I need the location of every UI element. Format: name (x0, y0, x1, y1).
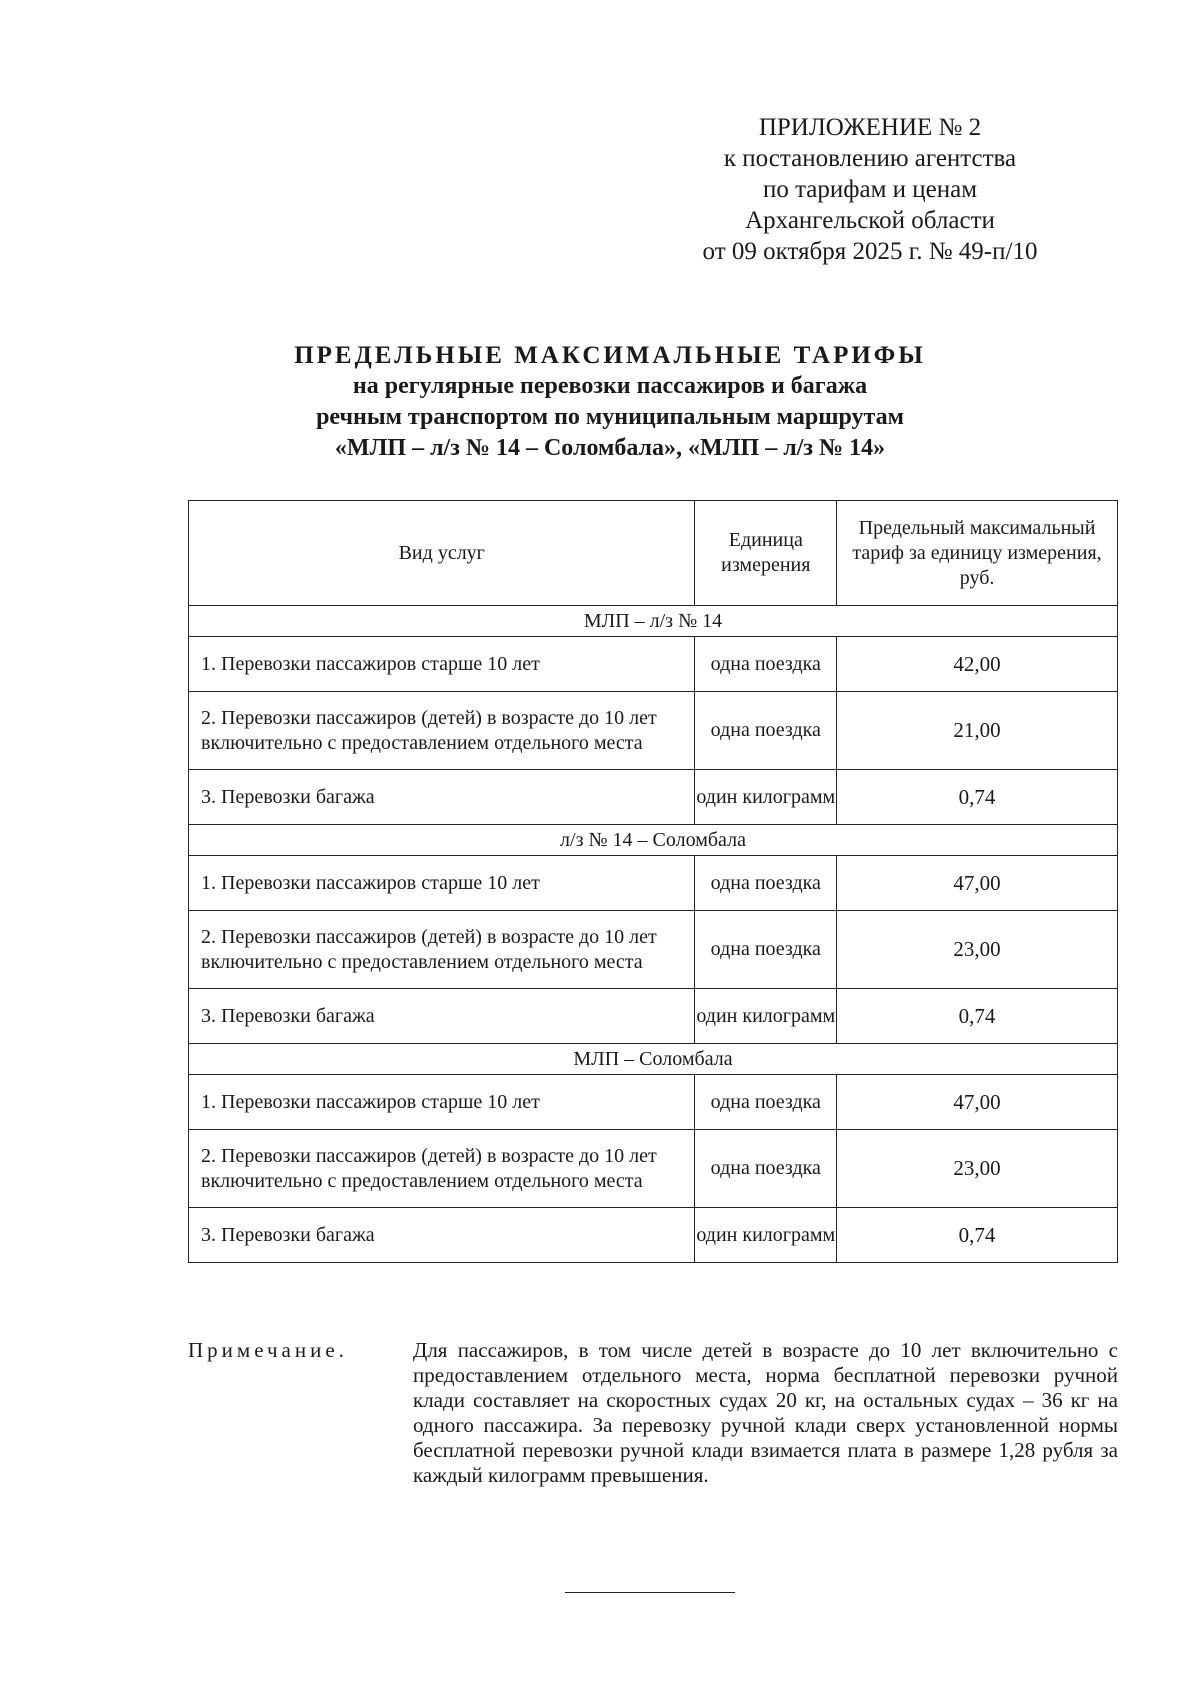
section-title: МЛП – л/з № 14 (189, 606, 1118, 637)
price-cell: 0,74 (837, 770, 1118, 825)
note-label: Примечание. (188, 1338, 348, 1362)
appendix-line-2: к постановлению агентства (723, 145, 1017, 172)
tariffs-table (188, 500, 1118, 1263)
table-row (189, 637, 1118, 692)
note-text: Для пассажиров, в том числе детей в возрасте до 10 лет включительно с предоставлением отдельного места, норма бесплатной перевозки ручной клади составляет на скоростных судах 20 кг, на остальных судах – 36 кг на одного пассажира. За перевозку ручной клади сверх установленной нормы бесплатной перевозки ручной клади взимается плата в размере 1,28 рубля за каждый килограмм превышения. (413, 1338, 1118, 1487)
unit-cell: одна поездка (695, 1075, 837, 1130)
unit-cell: один килограмм (695, 989, 837, 1044)
price-cell: 21,00 (837, 692, 1118, 770)
price-cell: 0,74 (837, 1208, 1118, 1263)
service-cell: 3. Перевозки багажа (189, 989, 695, 1044)
table-row (189, 1075, 1118, 1130)
unit-cell: один килограмм (695, 770, 837, 825)
table-row (189, 692, 1118, 770)
table-row (189, 989, 1118, 1044)
appendix-number: ПРИЛОЖЕНИЕ № 2 (758, 114, 982, 141)
price-cell: 23,00 (837, 1130, 1118, 1208)
section-row (189, 825, 1118, 856)
title-line-2: на регулярные перевозки пассажиров и багажа (352, 373, 868, 399)
table-row (189, 1208, 1118, 1263)
header-service: Вид услуг (189, 501, 695, 606)
section-title: МЛП – Соломбала (189, 1044, 1118, 1075)
unit-cell: одна поездка (695, 856, 837, 911)
unit-cell: одна поездка (695, 637, 837, 692)
price-cell: 42,00 (837, 637, 1118, 692)
table-row (189, 856, 1118, 911)
appendix-line-4: Архангельской области (745, 207, 995, 234)
service-cell: 1. Перевозки пассажиров старше 10 лет (189, 1075, 695, 1130)
appendix-header (660, 112, 1080, 267)
appendix-line-3: по тарифам и ценам (762, 176, 978, 203)
price-cell: 0,74 (837, 989, 1118, 1044)
header-tariff: Предельный максимальный тариф за единицу измерения, руб. (837, 501, 1118, 606)
price-cell: 47,00 (837, 856, 1118, 911)
appendix-date-number: от 09 октября 2025 г. № 49-п/10 (702, 238, 1038, 265)
service-cell: 1. Перевозки пассажиров старше 10 лет (189, 637, 695, 692)
title-line-3: речным транспортом по муниципальным маршрутам (316, 404, 904, 430)
service-cell: 1. Перевозки пассажиров старше 10 лет (189, 856, 695, 911)
unit-cell: одна поездка (695, 1130, 837, 1208)
service-cell: 2. Перевозки пассажиров (детей) в возрасте до 10 лет включительно с предоставлением отдельного места (189, 1130, 695, 1208)
unit-cell: одна поездка (695, 692, 837, 770)
table-header-row (189, 501, 1118, 606)
unit-cell: одна поездка (695, 911, 837, 989)
table-row (189, 911, 1118, 989)
service-cell: 3. Перевозки багажа (189, 1208, 695, 1263)
title-main: ПРЕДЕЛЬНЫЕ МАКСИМАЛЬНЫЕ ТАРИФЫ (294, 342, 926, 369)
service-cell: 2. Перевозки пассажиров (детей) в возрасте до 10 лет включительно с предоставлением отдельного места (189, 911, 695, 989)
section-title: л/з № 14 – Соломбала (189, 825, 1118, 856)
unit-cell: один килограмм (695, 1208, 837, 1263)
divider-line (565, 1592, 735, 1593)
section-row (189, 606, 1118, 637)
service-cell: 3. Перевозки багажа (189, 770, 695, 825)
price-cell: 47,00 (837, 1075, 1118, 1130)
table-row (189, 1130, 1118, 1208)
document-title (180, 340, 1040, 464)
section-row (189, 1044, 1118, 1075)
table-row (189, 770, 1118, 825)
price-cell: 23,00 (837, 911, 1118, 989)
title-routes: «МЛП – л/з № 14 – Соломбала», «МЛП – л/з № 14» (334, 435, 886, 461)
header-unit: Единица измерения (695, 501, 837, 606)
service-cell: 2. Перевозки пассажиров (детей) в возрасте до 10 лет включительно с предоставлением отдельного места (189, 692, 695, 770)
